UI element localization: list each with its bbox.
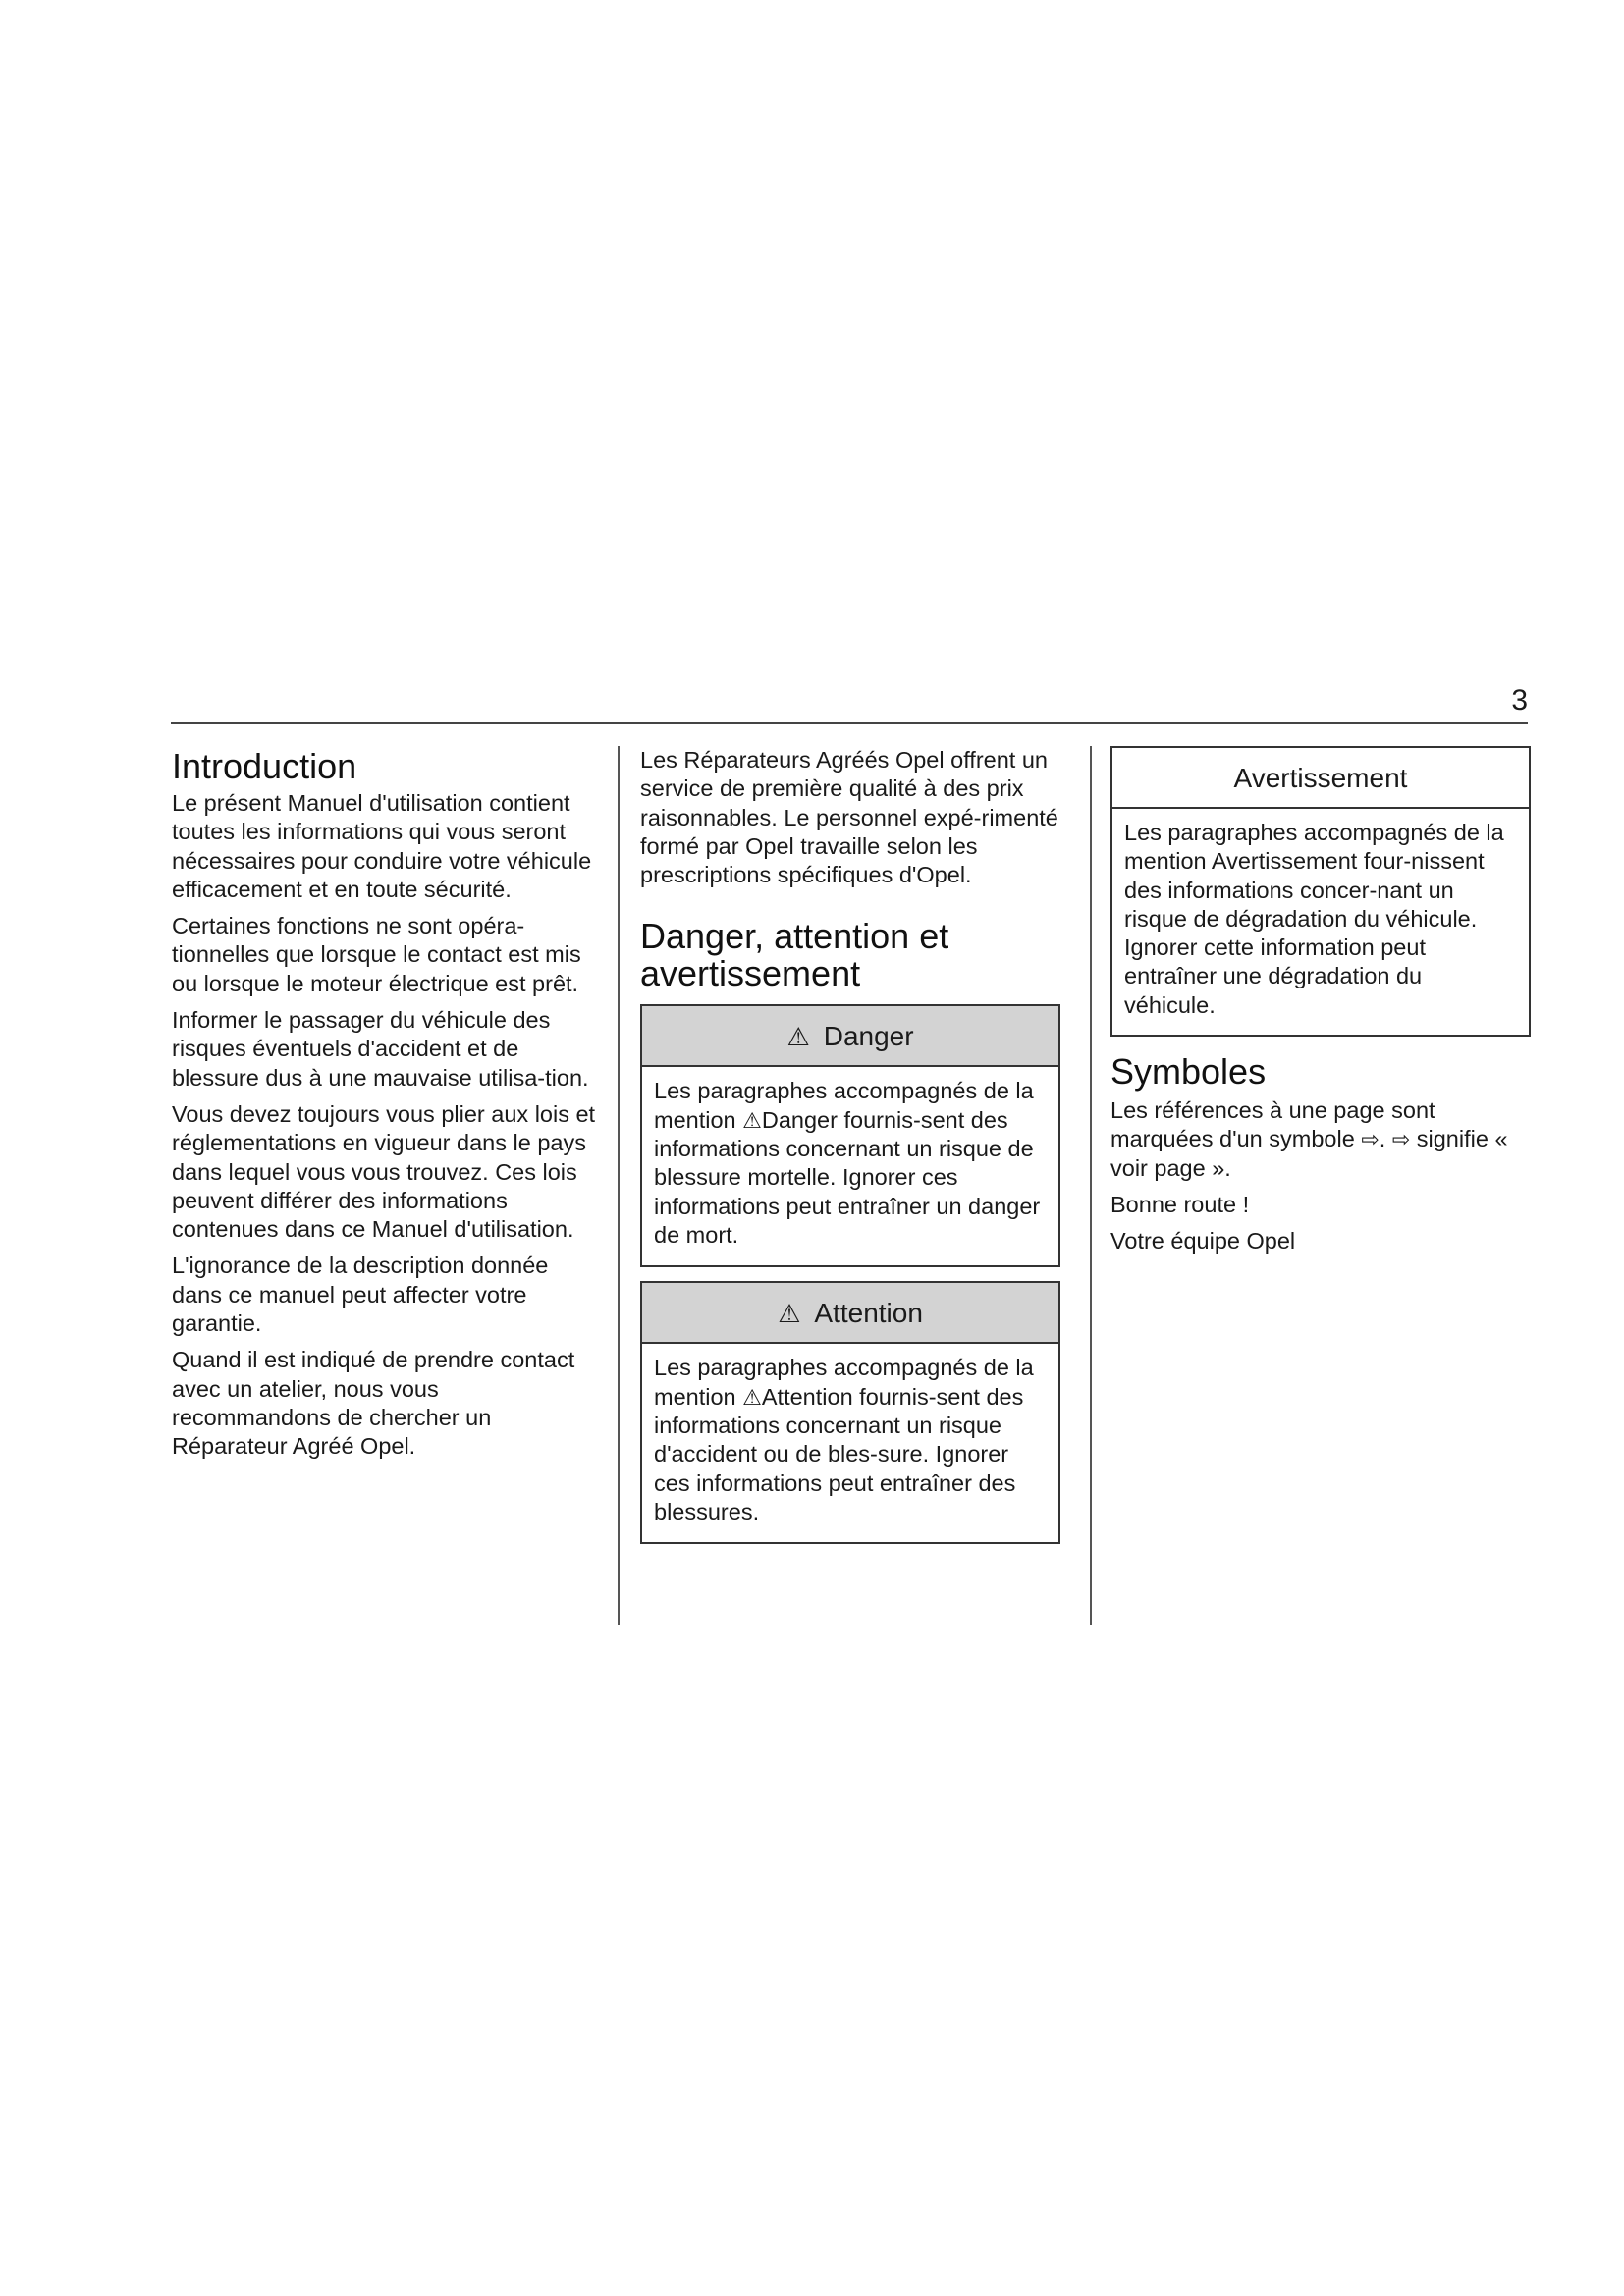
danger-keyword: Danger [761, 1106, 838, 1133]
avertissement-keyword: Avertissement [1211, 848, 1358, 875]
warning-triangle-icon: ⚠ [786, 1022, 810, 1052]
danger-text-before: Les paragraphes accompagnés de la mention [654, 1078, 1034, 1133]
column-divider-left [618, 746, 620, 1625]
danger-notice-body [642, 1067, 1058, 1259]
closing-line-1: Bonne route ! [1110, 1191, 1250, 1217]
repairers-paragraph: Les Réparateurs Agréés Opel offrent un service de première qualité à des prix raisonnables. Le personnel expé-rimenté formé par Opel travaille selon les prescriptions spécifiques d'Opel. [640, 747, 1058, 888]
page-reference-arrow-icon: ⇨ [1361, 1127, 1380, 1152]
intro-paragraph-5: L'ignorance de la description donnée dans ce manuel peut affecter votre garantie. [172, 1253, 549, 1337]
avertissement-notice-body [1112, 809, 1529, 1030]
danger-heading: Danger [823, 1021, 914, 1052]
column-safety-notices [640, 746, 1064, 1544]
warning-triangle-icon: ⚠ [742, 1384, 762, 1410]
avertissement-notice-text [1124, 819, 1519, 1020]
attention-notice-header [642, 1283, 1058, 1344]
avertissement-text-before: Les paragraphes accompagnés de la mention [1124, 820, 1504, 875]
intro-paragraph-2: Certaines fonctions ne sont opéra-tionnelles que lorsque le contact est mis ou lorsque le moteur électrique est prêt. [172, 913, 581, 996]
danger-notice-header [642, 1006, 1058, 1067]
attention-text-before: Les paragraphes accompagnés de la mention [654, 1355, 1034, 1410]
intro-paragraph-6: Quand il est indiqué de prendre contact avec un atelier, nous vous recommandons de chercher un Réparateur Agréé Opel. [172, 1347, 575, 1460]
symboles-title: Symboles [1110, 1051, 1267, 1092]
attention-notice-text [654, 1354, 1049, 1526]
avertissement-notice-box [1110, 746, 1531, 1037]
avertissement-text-after: four-nissent des informations concer-nant un risque de dégradation du véhicule. Ignorer cette information peut entraîner une dégradation du véhicule. [1124, 848, 1485, 1018]
danger-notice-text [654, 1077, 1049, 1250]
attention-notice-box [640, 1281, 1060, 1544]
intro-paragraph-4: Vous devez toujours vous plier aux lois et réglementations en vigueur dans le pays dans lequel vous vous trouvez. Ces lois peuvent différer des informations contenues dans ce Manuel d'utilisation. [172, 1100, 596, 1243]
intro-paragraph-3: Informer le passager du véhicule des risques éventuels d'accident et de blessure dus à une mauvaise utilisa-tion. [172, 1007, 589, 1091]
symboles-paragraph [1110, 1096, 1531, 1183]
page-reference-arrow-icon: ⇨ [1391, 1127, 1411, 1152]
attention-heading: Attention [814, 1298, 923, 1329]
symboles-text-before: Les références à une page sont marquées d'un symbole [1110, 1097, 1435, 1152]
danger-notice-box [640, 1004, 1060, 1267]
danger-section-title: Danger, attention et avertissement [640, 916, 949, 994]
column-introduction [172, 746, 604, 1469]
warning-triangle-icon: ⚠ [742, 1107, 762, 1133]
symboles-text-after: signifie « voir page ». [1110, 1126, 1508, 1181]
symboles-text-middle: . [1379, 1126, 1392, 1152]
introduction-title: Introduction [172, 746, 357, 786]
attention-keyword: Attention [761, 1383, 853, 1410]
attention-text-after: fournis-sent des informations concernant un risque d'accident ou de bles-sure. Ignorer ces informations peut entraîner des blessures. [654, 1383, 1024, 1524]
closing-line-2: Votre équipe Opel [1110, 1228, 1296, 1255]
page-number: 3 [1511, 684, 1528, 717]
column-divider-right [1090, 746, 1092, 1625]
column-avertissement-symboles [1110, 746, 1531, 1263]
intro-paragraph-1: Le présent Manuel d'utilisation contient toutes les informations qui vous seront nécessaires pour conduire votre véhicule efficacement et en toute sécurité. [172, 790, 592, 902]
header-rule [171, 722, 1528, 724]
danger-text-after: fournis-sent des informations concernant un risque de blessure mortelle. Ignorer ces informations peut entraîner un danger de mort. [654, 1106, 1041, 1248]
warning-triangle-icon: ⚠ [778, 1299, 801, 1329]
avertissement-notice-header: Avertissement [1112, 748, 1529, 809]
attention-notice-body [642, 1344, 1058, 1536]
